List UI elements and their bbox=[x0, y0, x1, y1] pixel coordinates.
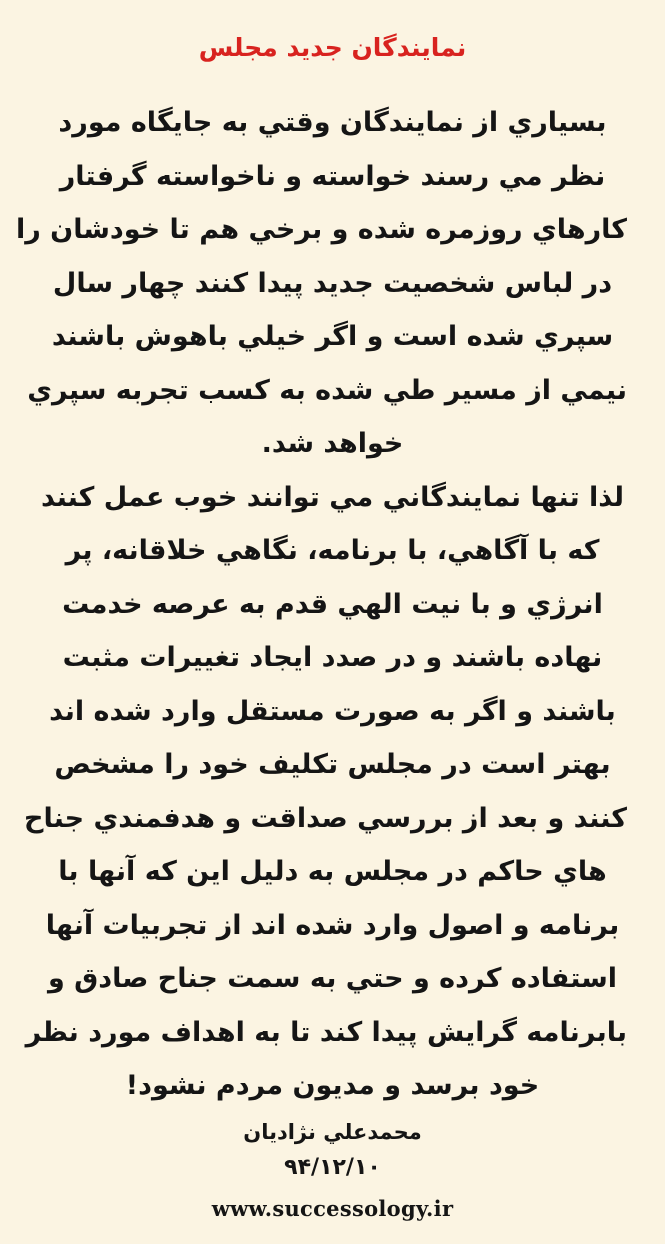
website-link[interactable]: www.successology.ir bbox=[211, 1196, 454, 1221]
body-line: خود برسد و مديون مردم نشود! bbox=[125, 1070, 540, 1101]
body-line: در لباس شخصيت جديد پيدا كنند چهار سال bbox=[52, 267, 613, 299]
article-body bbox=[15, 96, 627, 1113]
article-title: نمایندگان جدید مجلس bbox=[198, 33, 467, 62]
body-line: برنامه و اصول وارد شده اند از تجربيات آنها bbox=[45, 909, 620, 941]
body-line: كنند و بعد از بررسي صداقت و هدفمندي جناح bbox=[24, 802, 627, 834]
body-line: لذا تنها نمايندگاني مي توانند خوب عمل كنند bbox=[41, 481, 624, 513]
body-line: كه با آگاهي، با برنامه، نگاهي خلاقانه، پر bbox=[65, 535, 600, 566]
body-line: سپري شده است و اگر خيلي باهوش باشند bbox=[51, 321, 614, 352]
body-line: باشند و اگر به صورت مستقل وارد شده اند bbox=[49, 695, 616, 727]
body-line: بسياري از نمايندگان وقتي به جايگاه مورد bbox=[58, 107, 607, 138]
author-name: محمدعلي نژاديان bbox=[243, 1120, 422, 1144]
article-date: ۹۴/۱۲/۱۰ bbox=[284, 1155, 381, 1180]
body-line: نظر مي رسند خواسته و ناخواسته گرفتار bbox=[59, 160, 606, 192]
body-line: كارهاي روزمره شده و برخي هم تا خودشان را bbox=[15, 214, 627, 245]
body-line: هاي حاكم در مجلس به دليل اين كه آنها با bbox=[58, 856, 607, 887]
body-line: نيمي از مسير طي شده به كسب تجربه سپري bbox=[27, 374, 627, 406]
body-line: انرژي و با نيت الهي قدم به عرصه خدمت bbox=[62, 588, 603, 620]
body-line: نهاده باشند و در صدد ايجاد تغييرات مثبت bbox=[62, 642, 603, 673]
body-line: بهتر است در مجلس تكليف خود را مشخص bbox=[54, 749, 611, 780]
body-line: خواهد شد. bbox=[261, 428, 404, 459]
body-line: استفاده كرده و حتي به سمت جناح صادق و bbox=[47, 963, 618, 994]
body-line: بابرنامه گرايش پيدا كند تا به اهداف مورد نظر bbox=[25, 1016, 627, 1048]
